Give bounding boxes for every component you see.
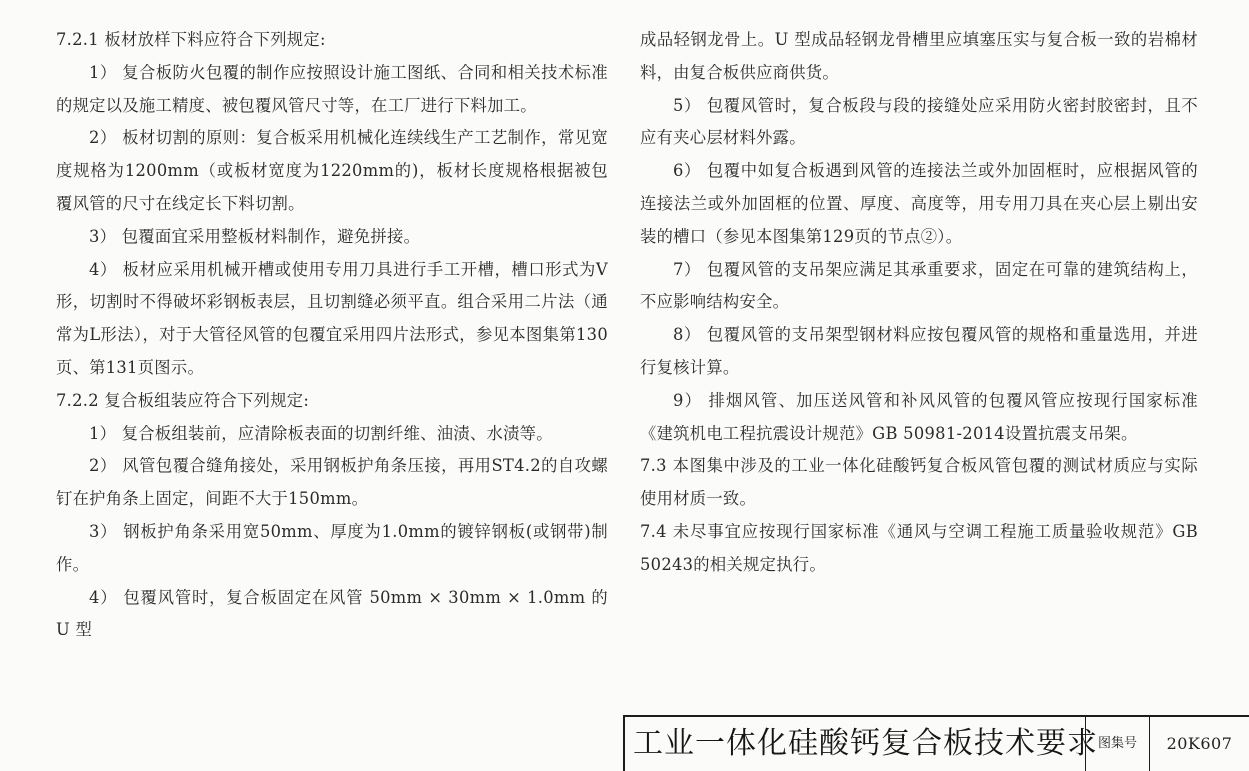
paragraph: 4） 包覆风管时，复合板固定在风管 50mm × 30mm × 1.0mm 的 U 型 (56, 587, 608, 640)
paragraph: 2） 风管包覆合缝角接处，采用钢板护角条压接，再用ST4.2的自攻螺钉在护角条上固定，间距不大于150mm。 (56, 456, 608, 509)
paragraph: 1） 复合板组装前，应清除板表面的切割纤维、油渍、水渍等。 (89, 423, 553, 443)
paragraph: 5） 包覆风管时，复合板段与段的接缝处应采用防火密封胶密封，且不应有夹心层材料外露。 (640, 95, 1198, 148)
atlas-number-label: 图集号 (1086, 717, 1150, 771)
paragraph: 3） 钢板护角条采用宽50mm、厚度为1.0mm的镀锌钢板(或钢带)制作。 (56, 521, 608, 574)
paragraph: 7.4 未尽事宜应按现行国家标准《通风与空调工程施工质量验收规范》GB 50243的相关规定执行。 (640, 521, 1198, 574)
right-column (640, 24, 1198, 582)
paragraph: 7.2.1 板材放样下料应符合下列规定: (56, 30, 326, 49)
paragraph: 7） 包覆风管的支吊架应满足其承重要求，固定在可靠的建筑结构上，不应影响结构安全。 (640, 259, 1198, 312)
atlas-number-value: 20K607 (1166, 734, 1233, 753)
paragraph: 2） 板材切割的原则：复合板采用机械化连续线生产工艺制作，常见宽度规格为1200mm（或板材宽度为1220mm的)，板材长度规格根据被包覆风管的尺寸在线定长下料切割。 (56, 128, 608, 213)
paragraph: 成品轻钢龙骨上。U 型成品轻钢龙骨槽里应填塞压实与复合板一致的岩棉材料，由复合板供应商供货。 (640, 30, 1198, 82)
paragraph: 4） 板材应采用机械开槽或使用专用刀具进行手工开槽，槽口形式为V形，切割时不得破坏彩钢板表层，且切割缝必须平直。组合采用二片法（通常为L形法），对于大管径风管的包覆宜采用四片法形式，参见本图集第130页、第131页图示。 (56, 259, 608, 377)
paragraph: 6） 包覆中如复合板遇到风管的连接法兰或外加固框时，应根据风管的连接法兰或外加固框的位置、厚度、高度等，用专用刀具在夹心层上剔出安装的槽口（参见本图集第129页的节点②）。 (640, 161, 1198, 246)
drawing-title: 工业一体化硅酸钙复合板技术要求 (625, 717, 1086, 771)
paragraph: 7.2.2 复合板组装应符合下列规定: (56, 390, 310, 410)
left-column (56, 24, 608, 647)
paragraph: 7.3 本图集中涉及的工业一体化硅酸钙复合板风管包覆的测试材质应与实际使用材质一致。 (640, 456, 1198, 509)
paragraph: 9） 排烟风管、加压送风管和补风风管的包覆风管应按现行国家标准《建筑机电工程抗震设计规范》GB 50981-2014设置抗震支吊架。 (640, 390, 1198, 443)
title-block (623, 715, 1249, 771)
paragraph: 1） 复合板防火包覆的制作应按照设计施工图纸、合同和相关技术标准的规定以及施工精度、被包覆风管尺寸等，在工厂进行下料加工。 (56, 62, 608, 115)
paragraph: 8） 包覆风管的支吊架型钢材料应按包覆风管的规格和重量选用，并进行复核计算。 (640, 325, 1198, 377)
paragraph: 3） 包覆面宜采用整板材料制作，避免拼接。 (89, 226, 421, 246)
